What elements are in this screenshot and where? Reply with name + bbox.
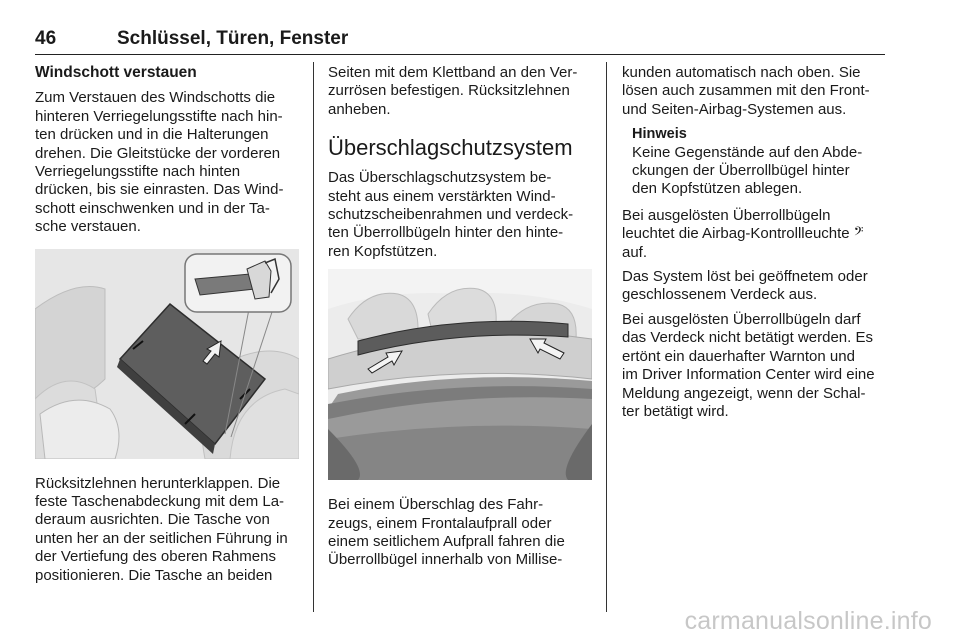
text-line: ren Kopfstützen. <box>328 242 438 260</box>
text-line: sche verstauen. <box>35 218 141 236</box>
page-number: 46 <box>35 28 57 49</box>
text-line: ten drücken und in die Halterungen <box>35 126 269 144</box>
text-line: feste Taschenabdeckung mit dem La- <box>35 493 285 511</box>
text-line: positionieren. Die Tasche an beiden <box>35 566 273 584</box>
paragraph-windschott-3 <box>328 64 593 119</box>
text-line: Seiten mit dem Klettband an den Ver- <box>328 64 578 81</box>
text-line: das Verdeck nicht betätigt werden. Es <box>622 329 873 347</box>
section-heading-windschott: Windschott verstauen <box>35 64 197 81</box>
text-line: drehen. Die Gleitstücke der vorderen <box>35 144 281 162</box>
text-line: zeugs, einem Frontalaufprall oder <box>328 514 552 532</box>
text-line: Bei einem Überschlag des Fahr- <box>328 496 544 514</box>
text-line: Überrollbügel innerhalb von Millise- <box>328 551 563 569</box>
text-line: der Vertiefung des oberen Rahmens <box>35 548 276 566</box>
text-line: schott einschwenken und in der Ta- <box>35 199 270 217</box>
text-line: auf. <box>622 243 648 261</box>
note-title: Hinweis <box>632 126 687 143</box>
paragraph-airbag-light <box>622 207 887 262</box>
text-line: unten her an der seitlichen Führung in <box>35 529 288 547</box>
text-line: den Kopfstützen ablegen. <box>632 180 803 198</box>
text-line: ter betätigt wird. <box>622 402 729 420</box>
paragraph-windschott-2 <box>35 475 300 585</box>
text-line: und Seiten-Airbag-Systemen aus. <box>622 100 847 118</box>
paragraph-rollover-2 <box>328 496 593 570</box>
note-text <box>632 144 887 199</box>
text-line: ten Überrollbügeln hinter den hinte- <box>328 224 564 242</box>
text-line: drücken, bis sie einrasten. Das Wind- <box>35 181 284 199</box>
section-heading-rollover: Überschlagschutzsystem <box>328 135 573 161</box>
text-line: schutzscheibenrahmen und verdeck- <box>328 206 574 224</box>
text-line: zurrösen befestigen. Rücksitzlehnen <box>328 82 570 100</box>
text-line: Meldung angezeigt, wenn der Schal- <box>622 384 866 402</box>
chapter-title: Schlüssel, Türen, Fenster <box>117 28 349 49</box>
text-line: Bei ausgelösten Überrollbügeln darf <box>622 310 861 328</box>
text-line: leuchtet die Airbag-Kontrollleuchte 𝄢 <box>622 225 864 243</box>
header-rule <box>35 54 885 55</box>
text-line: einem seitlichem Aufprall fahren die <box>328 533 565 551</box>
rollbar-illustration <box>328 269 592 480</box>
text-line: Bei ausgelösten Überrollbügeln <box>622 206 831 224</box>
text-line: Rücksitzlehnen herunterklappen. Die <box>35 474 281 492</box>
paragraph-rollover-1 <box>328 169 593 261</box>
windschott-bag-illustration <box>35 249 299 459</box>
text-line: geschlossenem Verdeck aus. <box>622 286 818 304</box>
text-line: hinteren Verriegelungsstifte nach hin- <box>35 107 283 125</box>
text-line: kunden automatisch nach oben. Sie <box>622 64 861 81</box>
column-divider-1 <box>313 62 314 612</box>
column-2 <box>328 64 593 576</box>
text-line: Das System löst bei geöffnetem oder <box>622 268 868 286</box>
paragraph-roof-warning <box>622 311 887 421</box>
text-line: Das Überschlagschutzsystem be- <box>328 169 552 187</box>
text-line: ckungen der Überrollbügel hinter <box>632 162 850 180</box>
text-line: steht aus einem verstärkten Wind- <box>328 187 556 205</box>
text-line: anheben. <box>328 100 391 118</box>
page-header <box>35 28 885 54</box>
paragraph-system-trigger <box>622 268 887 305</box>
text-line: deraum ausrichten. Die Tasche von <box>35 511 270 529</box>
paragraph-windschott-1 <box>35 89 300 236</box>
text-line: im Driver Information Center wird eine <box>622 366 875 384</box>
column-3 <box>622 64 887 427</box>
text-line: lösen auch zusammen mit den Front- <box>622 82 870 100</box>
column-1 <box>35 64 300 591</box>
watermark: carmanualsonline.info <box>684 607 932 635</box>
text-line: Zum Verstauen des Windschotts die <box>35 89 276 107</box>
paragraph-rollover-3 <box>622 64 887 119</box>
column-divider-2 <box>606 62 607 612</box>
text-line: Verriegelungsstifte nach hinten <box>35 163 241 181</box>
note-box <box>622 125 887 199</box>
text-line: Keine Gegenstände auf den Abde- <box>632 143 863 161</box>
text-line: ertönt ein dauerhafter Warnton und <box>622 347 855 365</box>
